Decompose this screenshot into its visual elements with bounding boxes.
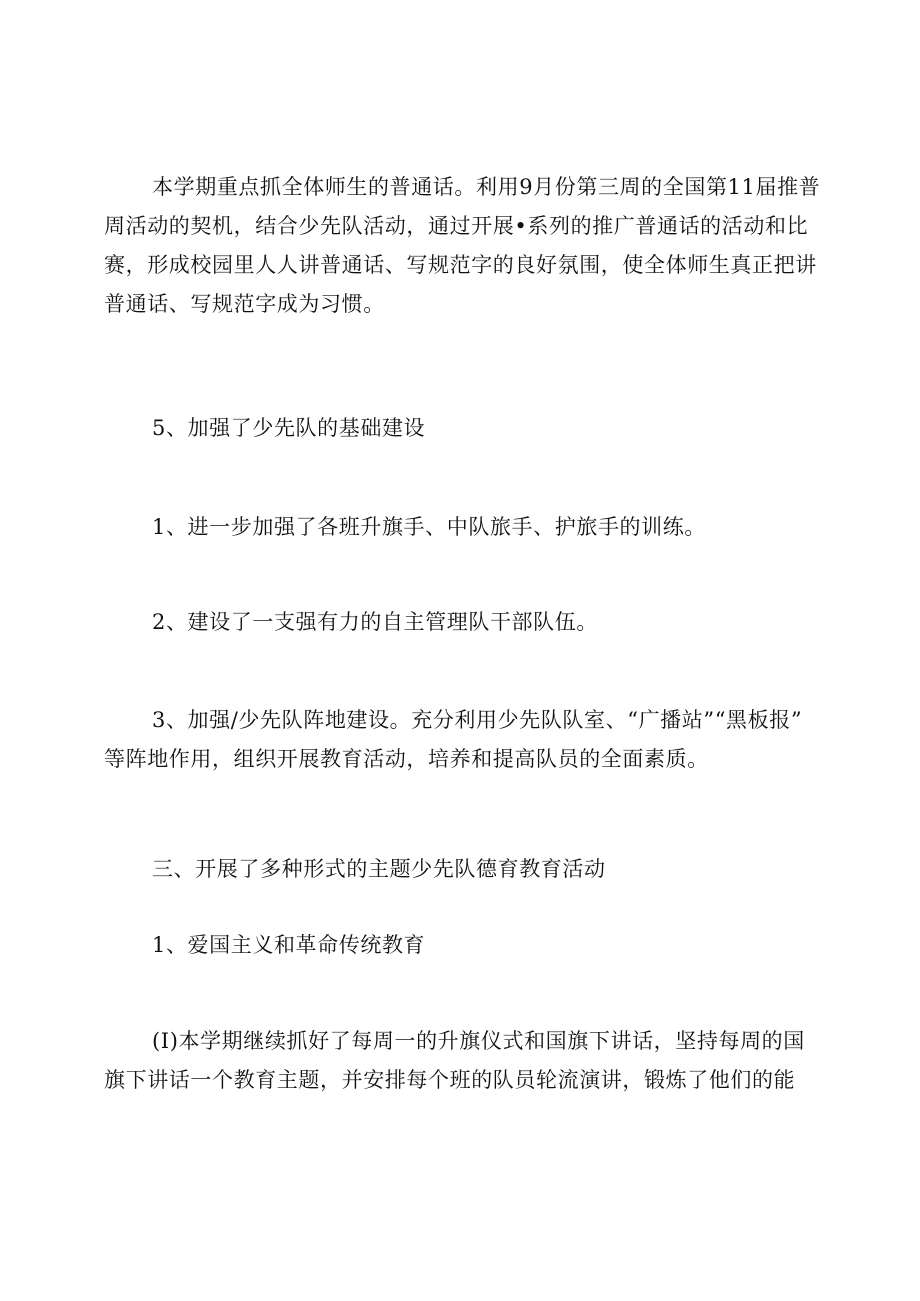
- section-heading-moral-education: [104, 850, 816, 889]
- heading-line: 1、爱国主义和革命传统教育: [152, 933, 426, 957]
- paragraph-flag-ceremony: [104, 1022, 816, 1100]
- paragraph-line: 普通话、写规范字成为习惯。: [104, 292, 385, 316]
- paragraph-line: (I)本学期继续抓好了每周一的升旗仪式和国旗下讲话，坚持每周的国: [152, 1029, 805, 1053]
- subheading-patriotism: [104, 926, 816, 965]
- heading-line: 5、加强了少先队的基础建设: [152, 416, 426, 440]
- paragraph-line: 旗下讲话一个教育主题，并安排每个班的队员轮流演讲，锻炼了他们的能: [104, 1068, 796, 1092]
- list-item-line: 1、进一步加强了各班升旗手、中队旅手、护旅手的训练。: [152, 515, 706, 539]
- paragraph-line: 本学期重点抓全体师生的普通话。利用9月份第三周的全国第11届推普: [152, 175, 821, 199]
- list-item-flag-training: [104, 508, 816, 547]
- section-heading-foundation: [104, 409, 816, 448]
- list-item-base-construction: [104, 701, 816, 779]
- paragraph-putonghua-promotion: [104, 168, 821, 324]
- paragraph-line: 赛，形成校园里人人讲普通话、写规范字的良好氛围，使全体师生真正把讲: [104, 253, 817, 277]
- paragraph-line: 周活动的契机，结合少先队活动，通过开展•系列的推广普通话的活动和比: [104, 214, 809, 238]
- paragraph-line: 3、加强/少先队阵地建设。充分利用少先队队室、“广播站”“黑板报”: [152, 708, 803, 732]
- list-item-line: 2、建设了一支强有力的自主管理队干部队伍。: [152, 610, 598, 634]
- heading-line: 三、开展了多种形式的主题少先队德育教育活动: [152, 857, 606, 881]
- paragraph-line: 等阵地作用，组织开展教育活动，培养和提高队员的全面素质。: [104, 747, 709, 771]
- list-item-cadre-team: [104, 603, 816, 642]
